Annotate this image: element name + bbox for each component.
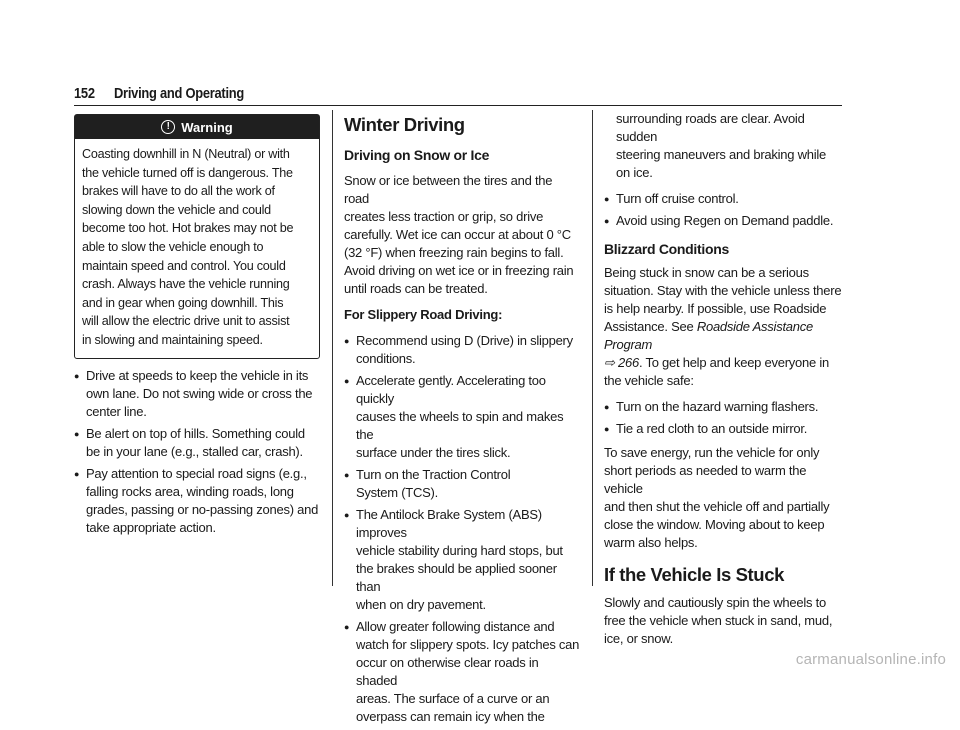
blizzard-paragraph: Being stuck in snow can be a serious situation. Stay with the vehicle unless there is help nearby. If possible, use Roadside Assistance. See Roadside Assistance Program ⇨ 266. To get help and keep everyone in the vehicle safe: — [604, 265, 842, 388]
save-energy-paragraph: To save energy, run the vehicle for only short periods as needed to warm the vehicle and then shut the vehicle off and partially close the window. Moving about to keep warm also helps. — [604, 445, 830, 550]
list-item: ● Allow greater following distance and watch for slippery spots. Icy patches can occur on otherwise clear roads in shaded areas. The surface of a curve or an overpass can remain icy when the — [344, 618, 580, 726]
column-divider-1 — [332, 110, 333, 586]
warning-line: Coasting downhill in N (Neutral) or with — [82, 147, 290, 161]
list-item: ● Drive at speeds to keep the vehicle in its own lane. Do not swing wide or cross the center line. — [74, 367, 320, 421]
winter-driving-heading: Winter Driving — [344, 114, 465, 135]
list-item: ● Tie a red cloth to an outside mirror. — [604, 420, 842, 438]
page-reference-link[interactable]: ⇨ 266 — [604, 355, 639, 370]
warning-line: and in gear when going downhill. This — [82, 295, 284, 310]
slippery-road-label: For Slippery Road Driving: — [344, 307, 503, 322]
column-1 — [74, 114, 320, 541]
column-divider-2 — [592, 110, 593, 586]
list-item: ● Turn on the hazard warning flashers. — [604, 398, 842, 416]
roadside-assistance-link[interactable]: Roadside Assistance Program — [604, 319, 813, 352]
list-item: ● The Antilock Brake System (ABS) improves vehicle stability during hard stops, but the brakes should be applied sooner than when on dry pavement. — [344, 506, 580, 614]
warning-box — [74, 114, 320, 359]
list-item: ● Avoid using Regen on Demand paddle. — [604, 212, 842, 230]
blizzard-list — [604, 398, 842, 438]
column-3 — [604, 110, 842, 648]
warning-line: in slowing and maintaining speed. — [82, 332, 263, 347]
warning-line: the vehicle turned off is dangerous. The — [82, 165, 293, 180]
warning-line: slowing down the vehicle and could — [82, 202, 271, 217]
warning-header — [75, 115, 319, 139]
cruise-regen-list — [604, 190, 842, 230]
warning-line: will allow the electric drive unit to assist — [82, 314, 290, 329]
snow-ice-paragraph: Snow or ice between the tires and the road creates less traction or grip, so drive carefully. Wet ice can occur at about 0 °C (32 °F) when freezing rain begins to fall. Avoid driving on wet ice or in freezing rain until roads can be treated. — [344, 173, 574, 296]
list-item: ● Be alert on top of hills. Something could be in your lane (e.g., stalled car, crash). — [74, 425, 320, 461]
vehicle-stuck-heading: If the Vehicle Is Stuck — [604, 564, 784, 585]
list-item: ● Pay attention to special road signs (e.g., falling rocks area, winding roads, long grades, passing or no-passing zones) and take appropriate action. — [74, 465, 320, 537]
list-item: ● Accelerate gently. Accelerating too quickly causes the wheels to spin and makes the surface under the tires slick. — [344, 372, 580, 462]
warning-text — [75, 139, 319, 358]
warning-line: brakes will have to do all the work of — [82, 184, 275, 199]
page-header — [74, 82, 842, 106]
warning-line: maintain speed and control. You could — [82, 258, 286, 273]
vehicle-stuck-paragraph: Slowly and cautiously spin the wheels to free the vehicle when stuck in sand, mud, ice, or snow. — [604, 595, 833, 646]
column-2 — [344, 114, 580, 730]
hill-driving-list — [74, 367, 320, 537]
list-item: ● Recommend using D (Drive) in slippery conditions. — [344, 332, 580, 368]
warning-line: crash. Always have the vehicle running — [82, 277, 290, 292]
warning-label: Warning — [181, 119, 233, 135]
slippery-road-list — [344, 332, 580, 726]
list-item: ● Turn on the Traction Control System (TCS). — [344, 466, 580, 502]
continued-bullet-text: surrounding roads are clear. Avoid sudden steering maneuvers and braking while on ice. — [616, 111, 826, 180]
snow-ice-heading: Driving on Snow or Ice — [344, 147, 490, 163]
warning-line: become too hot. Hot brakes may not be — [82, 221, 294, 236]
section-title: Driving and Operating — [114, 85, 245, 102]
page-number: 152 — [74, 85, 95, 102]
warning-icon: ! — [161, 120, 175, 134]
site-watermark: carmanualsonline.info — [795, 651, 946, 668]
blizzard-heading: Blizzard Conditions — [604, 241, 729, 257]
warning-line: able to slow the vehicle enough to — [82, 239, 264, 254]
list-item: ● Turn off cruise control. — [604, 190, 842, 208]
